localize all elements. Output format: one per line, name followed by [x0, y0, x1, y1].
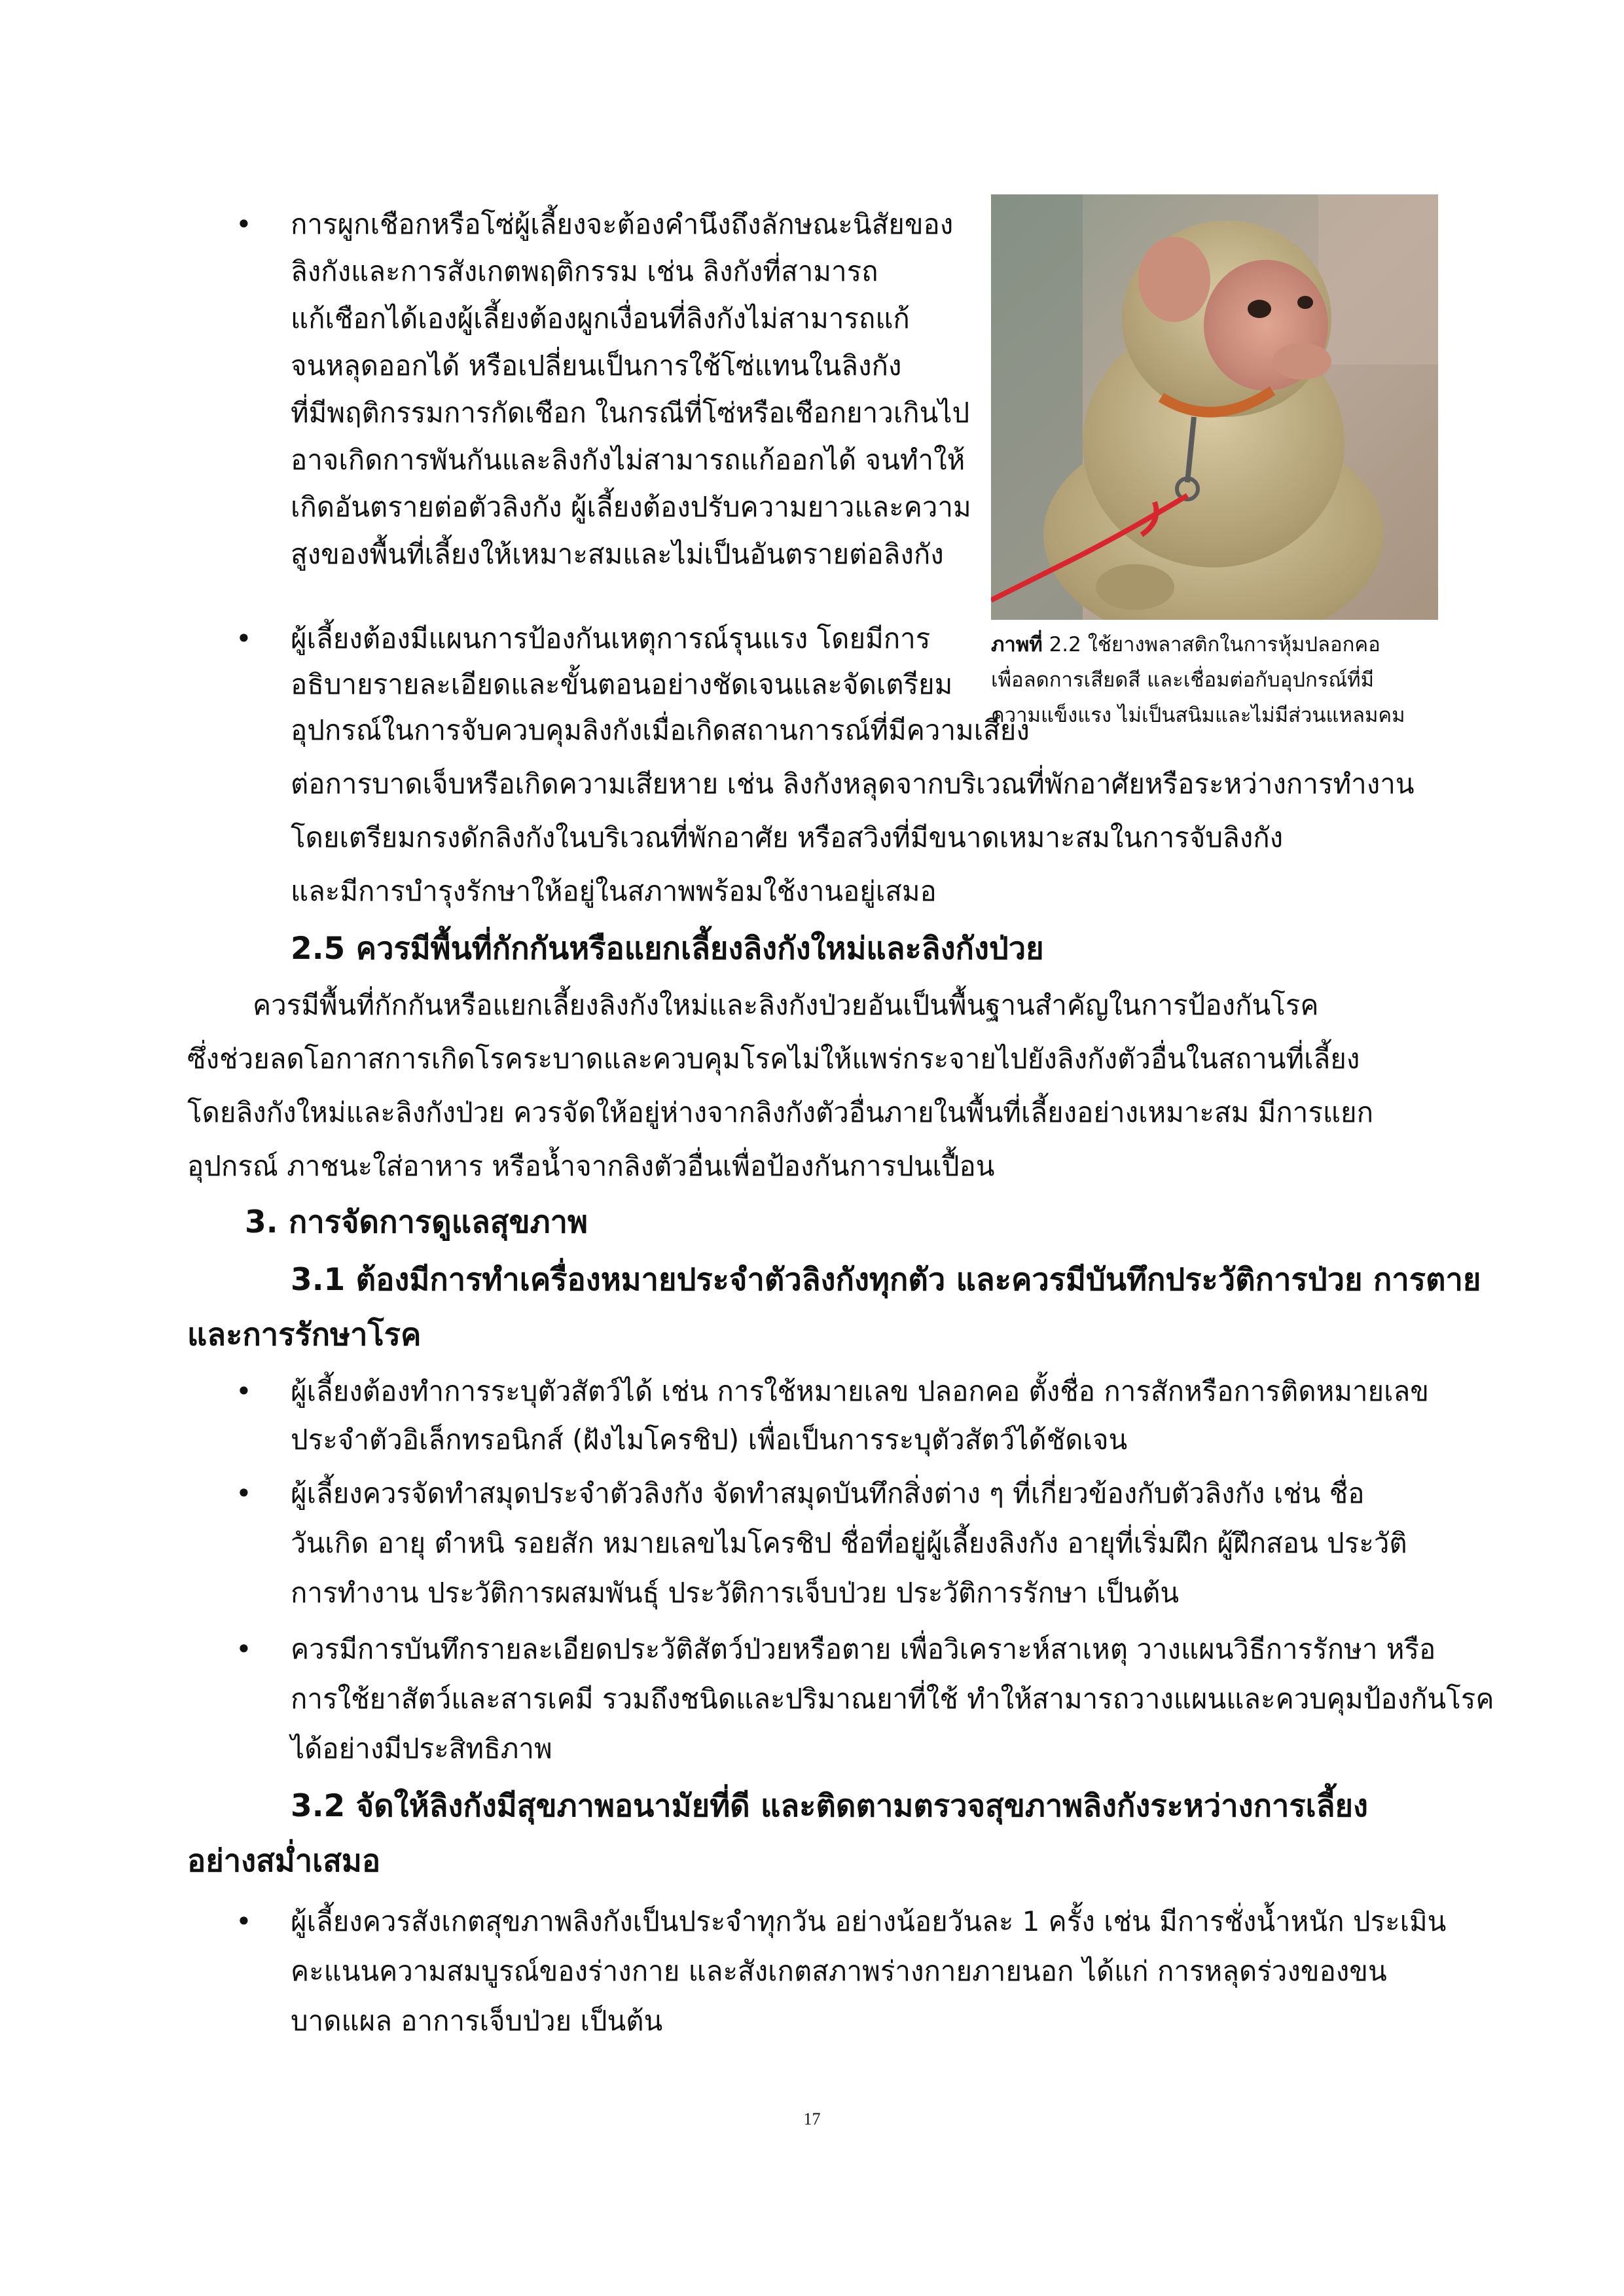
bullet1-line: เกิดอันตรายต่อตัวลิงกัง ผู้เลี้ยงต้องปรับความยาวและความ: [291, 491, 971, 523]
bullet-marker: •: [236, 1375, 252, 1407]
bullet-3-2-line: คะแนนความสมบูรณ์ของร่างกาย และสังเกตสภาพร่างกายภายนอก ได้แก่ การหลุดร่วงของขน: [291, 1955, 1387, 1987]
monkey-photo: [991, 194, 1438, 620]
bullet-3-1-line: วันเกิด อายุ ตำหนิ รอยสัก หมายเลขไมโครชิป ชื่อที่อยู่ผู้เลี้ยงลิงกัง อายุที่เริ่มฝึก ผู้ฝึกสอน ประวัติ: [291, 1527, 1407, 1559]
bullet-3-1-line: การใช้ยาสัตว์และสารเคมี รวมถึงชนิดและปริมาณยาที่ใช้ ทำให้สามารถวางแผนและควบคุมป้องกันโรค: [291, 1683, 1494, 1715]
section-3-2-heading-cont: อย่างสม่ำเสมอ: [187, 1843, 381, 1879]
bullet1-line: จนหลุดออกได้ หรือเปลี่ยนเป็นการใช้โซ่แทนในลิงกัง: [291, 350, 902, 382]
figure-caption-line-1: ภาพที่ 2.2 ใช้ยางพลาสติกในการหุ้มปลอกคอ: [991, 633, 1380, 656]
section-3-2-heading: 3.2 จัดให้ลิงกังมีสุขภาพอนามัยที่ดี และติดตามตรวจสุขภาพลิงกังระหว่างการเลี้ยง: [291, 1788, 1369, 1824]
section-2-5-para-line: ควรมีพื้นที่กักกันหรือแยกเลี้ยงลิงกังใหม่และลิงกังป่วยอันเป็นพื้นฐานสำคัญในการป้องกันโรค: [253, 989, 1319, 1021]
bullet1-line: การผูกเชือกหรือโซ่ผู้เลี้ยงจะต้องคำนึงถึงลักษณะนิสัยของ: [291, 208, 954, 240]
section-3-1-heading-cont: และการรักษาโรค: [187, 1317, 422, 1353]
bullet1-line: อาจเกิดการพันกันและลิงกังไม่สามารถแก้ออกได้ จนทำให้: [291, 444, 965, 476]
section-2-5-para-line: อุปกรณ์ ภาชนะใส่อาหาร หรือน้ำจากลิงตัวอื่นเพื่อป้องกันการปนเปื้อน: [187, 1150, 995, 1182]
figure-caption-line-3: ความแข็งแรง ไม่เป็นสนิมและไม่มีส่วนแหลมคม: [991, 704, 1405, 727]
bullet1-line: สูงของพื้นที่เลี้ยงให้เหมาะสมและไม่เป็นอันตรายต่อลิงกัง: [291, 538, 944, 570]
bullet-marker: •: [236, 208, 252, 240]
bullet2-line: ผู้เลี้ยงต้องมีแผนการป้องกันเหตุการณ์รุนแรง โดยมีการ: [291, 622, 931, 655]
bullet-3-1-line: ได้อย่างมีประสิทธิภาพ: [291, 1732, 552, 1765]
bullet-3-1-line: ผู้เลี้ยงควรจัดทำสมุดประจำตัวลิงกัง จัดทำสมุดบันทึกสิ่งต่าง ๆ ที่เกี่ยวข้องกับตัวลิงกัง เช่น ชื่อ: [291, 1477, 1365, 1509]
figure-caption-line-2: เพื่อลดการเสียดสี และเชื่อมต่อกับอุปกรณ์ที่มี: [991, 668, 1375, 692]
bullet-3-1-line: ประจำตัวอิเล็กทรอนิกส์ (ฝังไมโครชิป) เพื่อเป็นการระบุตัวสัตว์ได้ชัดเจน: [291, 1424, 1128, 1456]
bullet2-line: ต่อการบาดเจ็บหรือเกิดความเสียหาย เช่น ลิงกังหลุดจากบริเวณที่พักอาศัยหรือระหว่างการทำงาน: [291, 768, 1415, 800]
bullet2-line: อธิบายรายละเอียดและขั้นตอนอย่างชัดเจนและจัดเตรียม: [291, 668, 953, 700]
bullet-3-2-line: ผู้เลี้ยงควรสังเกตสุขภาพลิงกังเป็นประจำทุกวัน อย่างน้อยวันละ 1 ครั้ง เช่น มีการชั่งน้ำหนัก ประเมิน: [291, 1905, 1447, 1937]
bullet-marker: •: [236, 622, 252, 655]
bullet-3-2-line: บาดแผล อาการเจ็บป่วย เป็นต้น: [291, 2005, 663, 2037]
section-3-1-heading: 3.1 ต้องมีการทำเครื่องหมายประจำตัวลิงกังทุกตัว และควรมีบันทึกประวัติการป่วย การตาย: [291, 1262, 1481, 1298]
bullet1-line: ที่มีพฤติกรรมการกัดเชือก ในกรณีที่โซ่หรือเชือกยาวเกินไป: [291, 397, 970, 429]
bullet2-line: โดยเตรียมกรงดักลิงกังในบริเวณที่พักอาศัย หรือสวิงที่มีขนาดเหมาะสมในการจับลิงกัง: [291, 821, 1284, 853]
bullet1-line: ลิงกังและการสังเกตพฤติกรรม เช่น ลิงกังที่สามารถ: [291, 255, 878, 287]
bullet-3-1-line: ควรมีการบันทึกรายละเอียดประวัติสัตว์ป่วยหรือตาย เพื่อวิเคราะห์สาเหตุ วางแผนวิธีการรักษา หรือ: [291, 1633, 1436, 1665]
bullet-3-1-line: ผู้เลี้ยงต้องทำการระบุตัวสัตว์ได้ เช่น การใช้หมายเลข ปลอกคอ ตั้งชื่อ การสักหรือการติดหมายเลข: [291, 1375, 1429, 1407]
bullet2-line: อุปกรณ์ในการจับควบคุมลิงกังเมื่อเกิดสถานการณ์ที่มีความเสี่ยง: [291, 714, 1030, 746]
section-2-5-heading: 2.5 ควรมีพื้นที่กักกันหรือแยกเลี้ยงลิงกังใหม่และลิงกังป่วย: [291, 931, 1044, 967]
bullet-marker: •: [236, 1477, 252, 1509]
page-number: 17: [803, 2109, 821, 2128]
section-2-5-para-line: โดยลิงกังใหม่และลิงกังป่วย ควรจัดให้อยู่ห่างจากลิงกังตัวอื่นภายในพื้นที่เลี้ยงอย่างเหมาะสม มีการแยก: [187, 1096, 1374, 1128]
bullet-marker: •: [236, 1905, 252, 1937]
bullet-3-1-line: การทำงาน ประวัติการผสมพันธุ์ ประวัติการเจ็บป่วย ประวัติการรักษา เป็นต้น: [291, 1577, 1180, 1609]
bullet2-line: และมีการบำรุงรักษาให้อยู่ในสภาพพร้อมใช้งานอยู่เสมอ: [291, 875, 937, 907]
section-2-5-para-line: ซึ่งช่วยลดโอกาสการเกิดโรคระบาดและควบคุมโรคไม่ให้แพร่กระจายไปยังลิงกังตัวอื่นในสถานที่เลี้ยง: [187, 1043, 1360, 1075]
monkey-photo-icon: [991, 194, 1438, 620]
bullet-marker: •: [236, 1633, 252, 1665]
bullet1-line: แก้เชือกได้เองผู้เลี้ยงต้องผูกเงื่อนที่ลิงกังไม่สามารถแก้: [291, 302, 910, 334]
section-3-heading: 3. การจัดการดูแลสุขภาพ: [245, 1204, 588, 1240]
